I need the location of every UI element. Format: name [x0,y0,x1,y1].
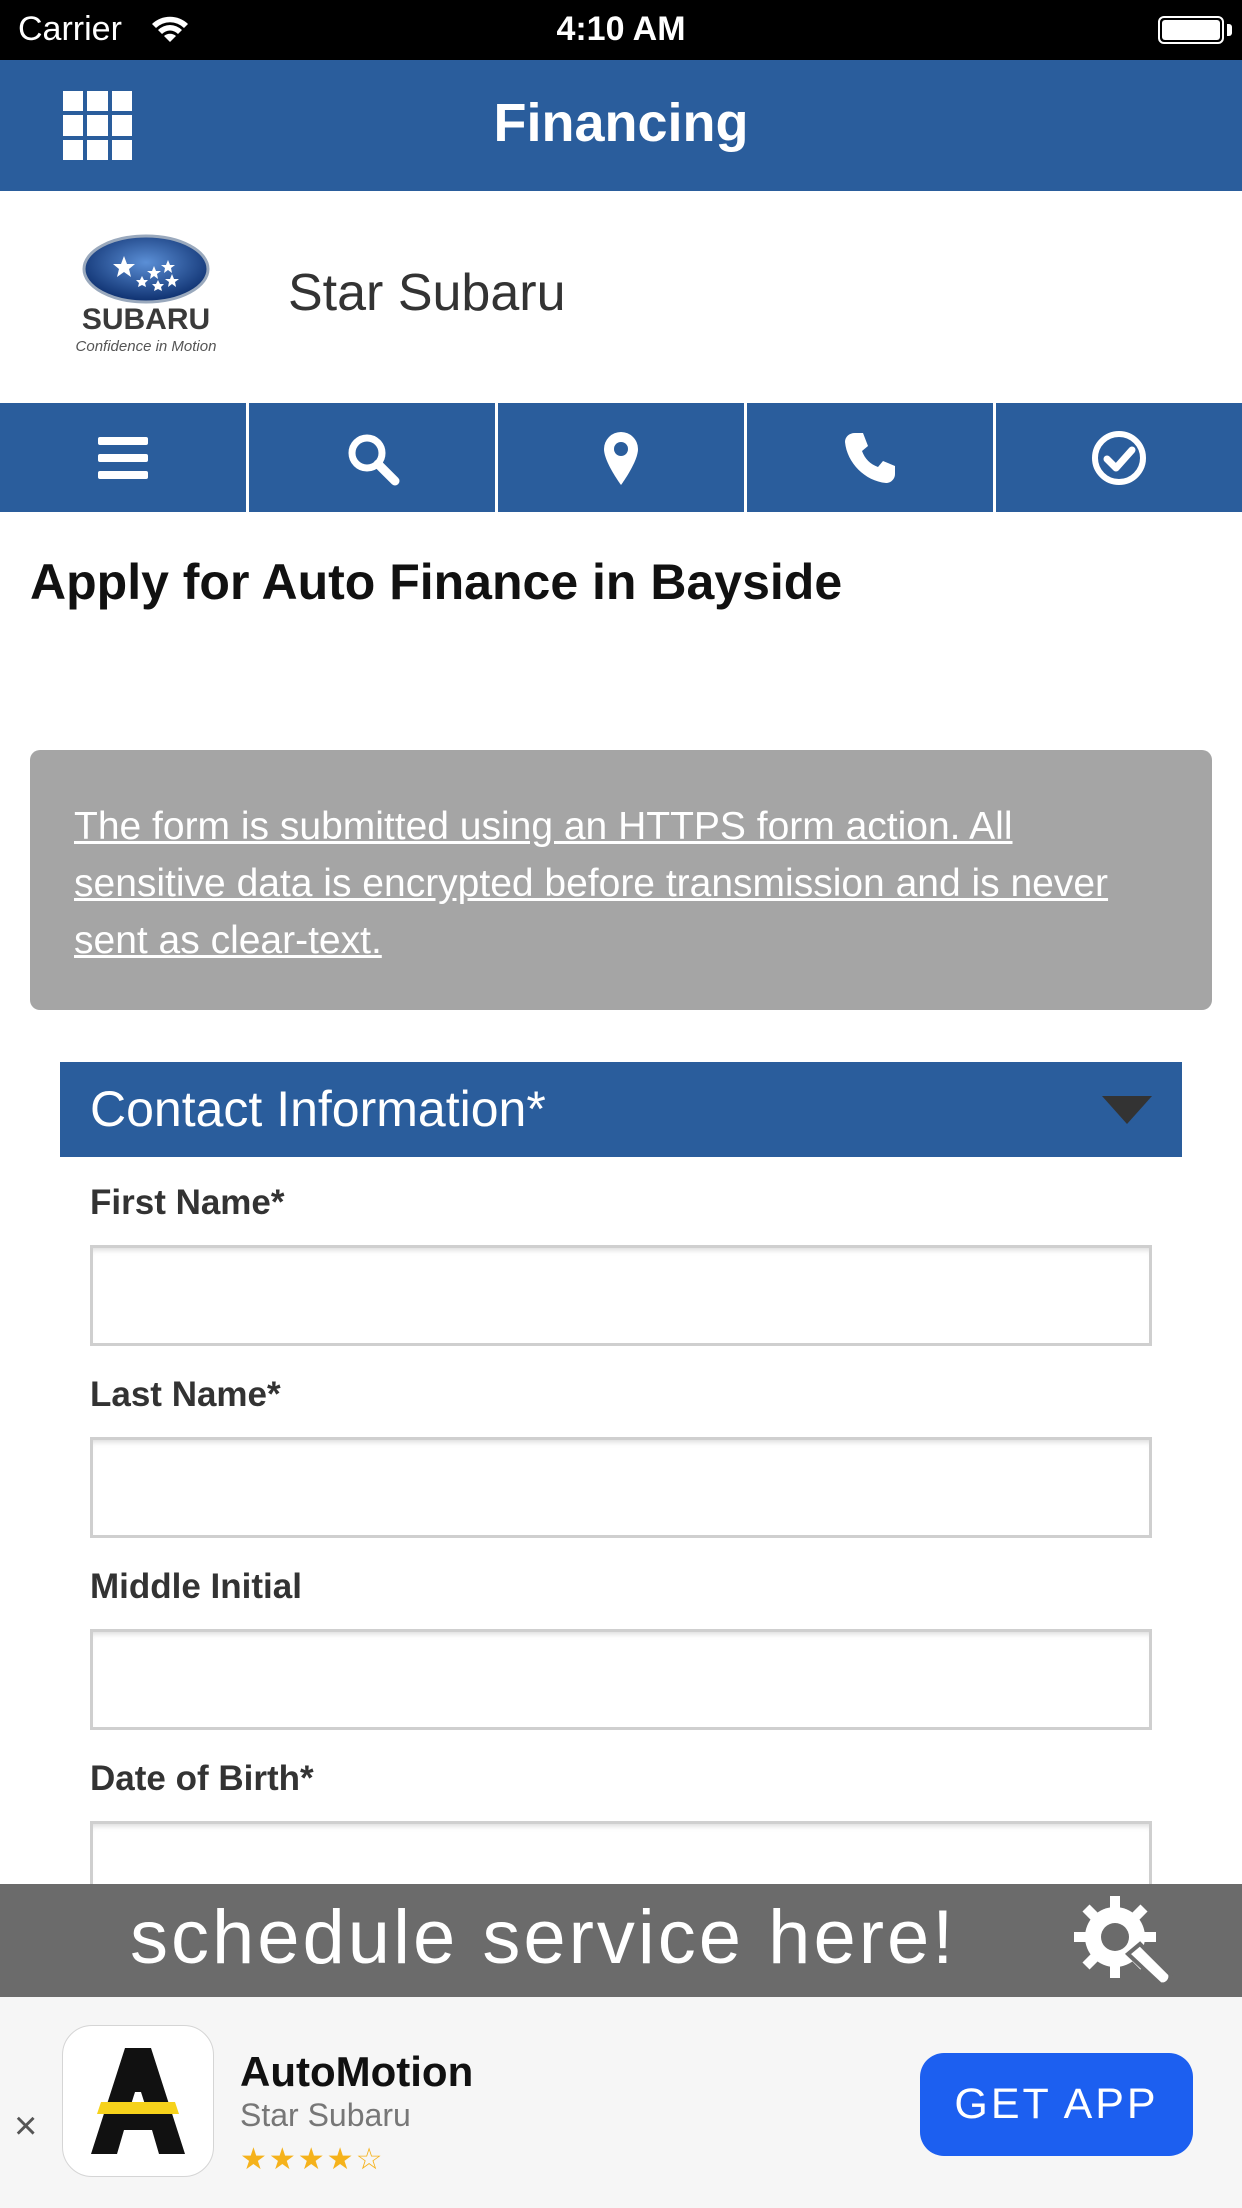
security-notice-link[interactable]: The form is submitted using an HTTPS form action. All sensitive data is encrypted before transmission and is never sent as clear-text. [74,805,1109,962]
schedule-service-banner[interactable] [0,1884,1242,1997]
svg-text:Confidence in Motion: Confidence in Motion [75,338,217,355]
nav-bar [0,403,1242,512]
location-pin-icon [592,429,650,487]
contact-information-header[interactable] [60,1062,1182,1157]
status-bar [0,0,1242,60]
search-icon [343,429,401,487]
page-heading: Apply for Auto Finance in Bayside [30,554,843,610]
automotion-app-icon [62,2025,214,2177]
subaru-logo[interactable] [54,232,239,362]
middle-initial-input[interactable] [90,1629,1152,1730]
search-button[interactable] [249,403,498,512]
last-name-input[interactable] [90,1437,1152,1538]
page-title-bar: Financing [493,93,749,153]
apply-button[interactable] [996,403,1242,512]
directions-button[interactable] [498,403,747,512]
first-name-label: First Name* [90,1183,285,1222]
call-button[interactable] [747,403,996,512]
svg-text:SUBARU: SUBARU [81,303,211,336]
caret-down-icon[interactable] [1102,1096,1152,1124]
battery-icon [1158,16,1224,44]
gear-wrench-icon [1070,1892,1180,1992]
rating-stars: ★★★★☆ [240,2143,385,2176]
check-circle-icon [1090,429,1148,487]
dealer-name: Star Subaru [288,264,566,322]
menu-button[interactable] [0,403,249,512]
get-app-button[interactable]: GET APP [920,2053,1193,2156]
security-notice [30,750,1212,1010]
phone-icon [841,429,899,487]
section-title: Contact Information* [90,1081,546,1137]
carrier-label: Carrier [18,10,122,48]
first-name-input[interactable] [90,1245,1152,1346]
app-developer: Star Subaru [240,2097,411,2133]
close-icon[interactable]: × [14,2104,38,2148]
last-name-label: Last Name* [90,1375,281,1414]
date-of-birth-label: Date of Birth* [90,1759,314,1798]
clock: 4:10 AM [556,10,686,48]
battery-tip [1227,24,1232,36]
app-name: AutoMotion [240,2048,474,2095]
schedule-service-text: schedule service here! [130,1895,957,1980]
menu-icon [94,429,152,487]
middle-initial-label: Middle Initial [90,1567,302,1606]
